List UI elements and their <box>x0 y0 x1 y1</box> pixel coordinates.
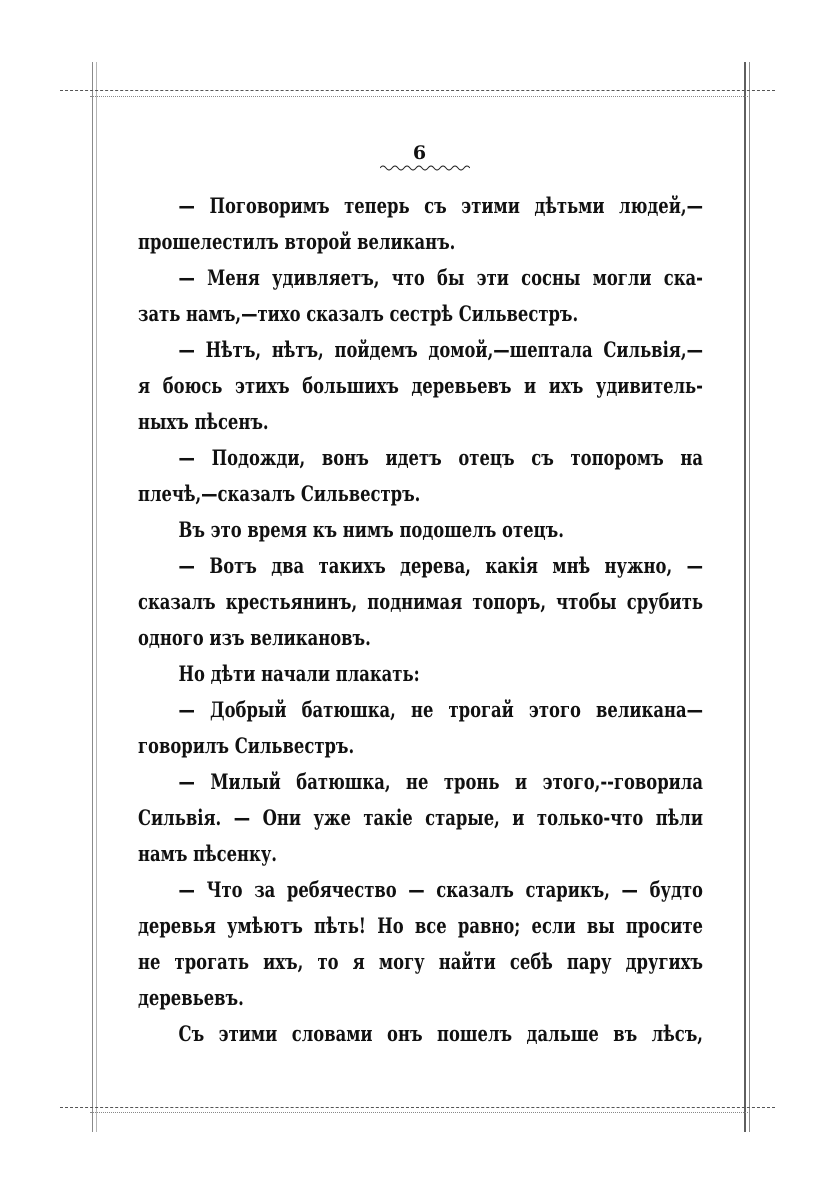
text-line: говорилъ Сильвестръ. <box>138 733 355 758</box>
text-line: — Вотъ два такихъ дерева, какія мнѣ нужно, — <box>178 553 703 578</box>
text-line: — Меня удивляетъ, что бы эти сосны могли ска- <box>178 265 703 290</box>
text-line: — Что за ребячество — сказалъ старикъ, — будто <box>178 877 703 902</box>
text-line: одного изъ великановъ. <box>138 625 371 650</box>
text-line: — Добрый батюшка, не трогай этого великана— <box>178 697 703 722</box>
text-line: Съ этими словами онъ пошелъ дальше въ лѣсъ, <box>178 1021 703 1046</box>
text-line: прошелестилъ второй великанъ. <box>138 229 456 254</box>
text-line: зать намъ,—тихо сказалъ сестрѣ Сильвестръ. <box>138 301 579 326</box>
text-line: Въ это время къ нимъ подошелъ отецъ. <box>178 517 564 542</box>
text-line: Сильвія. — Они уже такіе старые, и только-что пѣли <box>138 805 703 830</box>
text-line: — Подожди, вонъ идетъ отецъ съ топоромъ на <box>178 445 703 470</box>
text-line: намъ пѣсенку. <box>138 841 278 866</box>
right-frame-line-outer <box>744 62 746 1132</box>
text-line: — Милый батюшка, не тронь и этого,--говорила <box>178 769 703 794</box>
text-line: деревьевъ. <box>138 985 244 1010</box>
text-line: деревья умѣютъ пѣть! Но все равно; если вы просите <box>138 913 703 938</box>
ornament-wave <box>380 164 470 172</box>
bottom-rule-inner <box>90 1112 750 1113</box>
left-frame-line-outer <box>92 62 93 1132</box>
text-line: ныхъ пѣсенъ. <box>138 409 269 434</box>
right-frame-line-inner <box>749 62 750 1132</box>
text-line: Но дѣти начали плакать: <box>178 661 420 686</box>
left-frame-line-inner <box>96 62 97 1132</box>
bottom-rule <box>60 1107 775 1108</box>
text-line: плечѣ,—сказалъ Сильвестръ. <box>138 481 421 506</box>
text-line: — Нѣтъ, нѣтъ, пойдемъ домой,—шептала Сильвія,— <box>178 337 703 362</box>
body-text <box>138 188 703 1052</box>
text-line: — Поговоримъ теперь съ этими дѣтьми людей,— <box>178 193 703 218</box>
text-line: я боюсь этихъ большихъ деревьевъ и ихъ удивитель- <box>138 373 703 398</box>
text-line: не трогать ихъ, то я могу найти себѣ пару другихъ <box>138 949 703 974</box>
top-rule-inner <box>90 96 750 97</box>
page-number: 6 <box>412 142 428 164</box>
top-rule <box>60 90 775 91</box>
text-line: сказалъ крестьянинъ, поднимая топоръ, чтобы срубить <box>138 589 703 614</box>
